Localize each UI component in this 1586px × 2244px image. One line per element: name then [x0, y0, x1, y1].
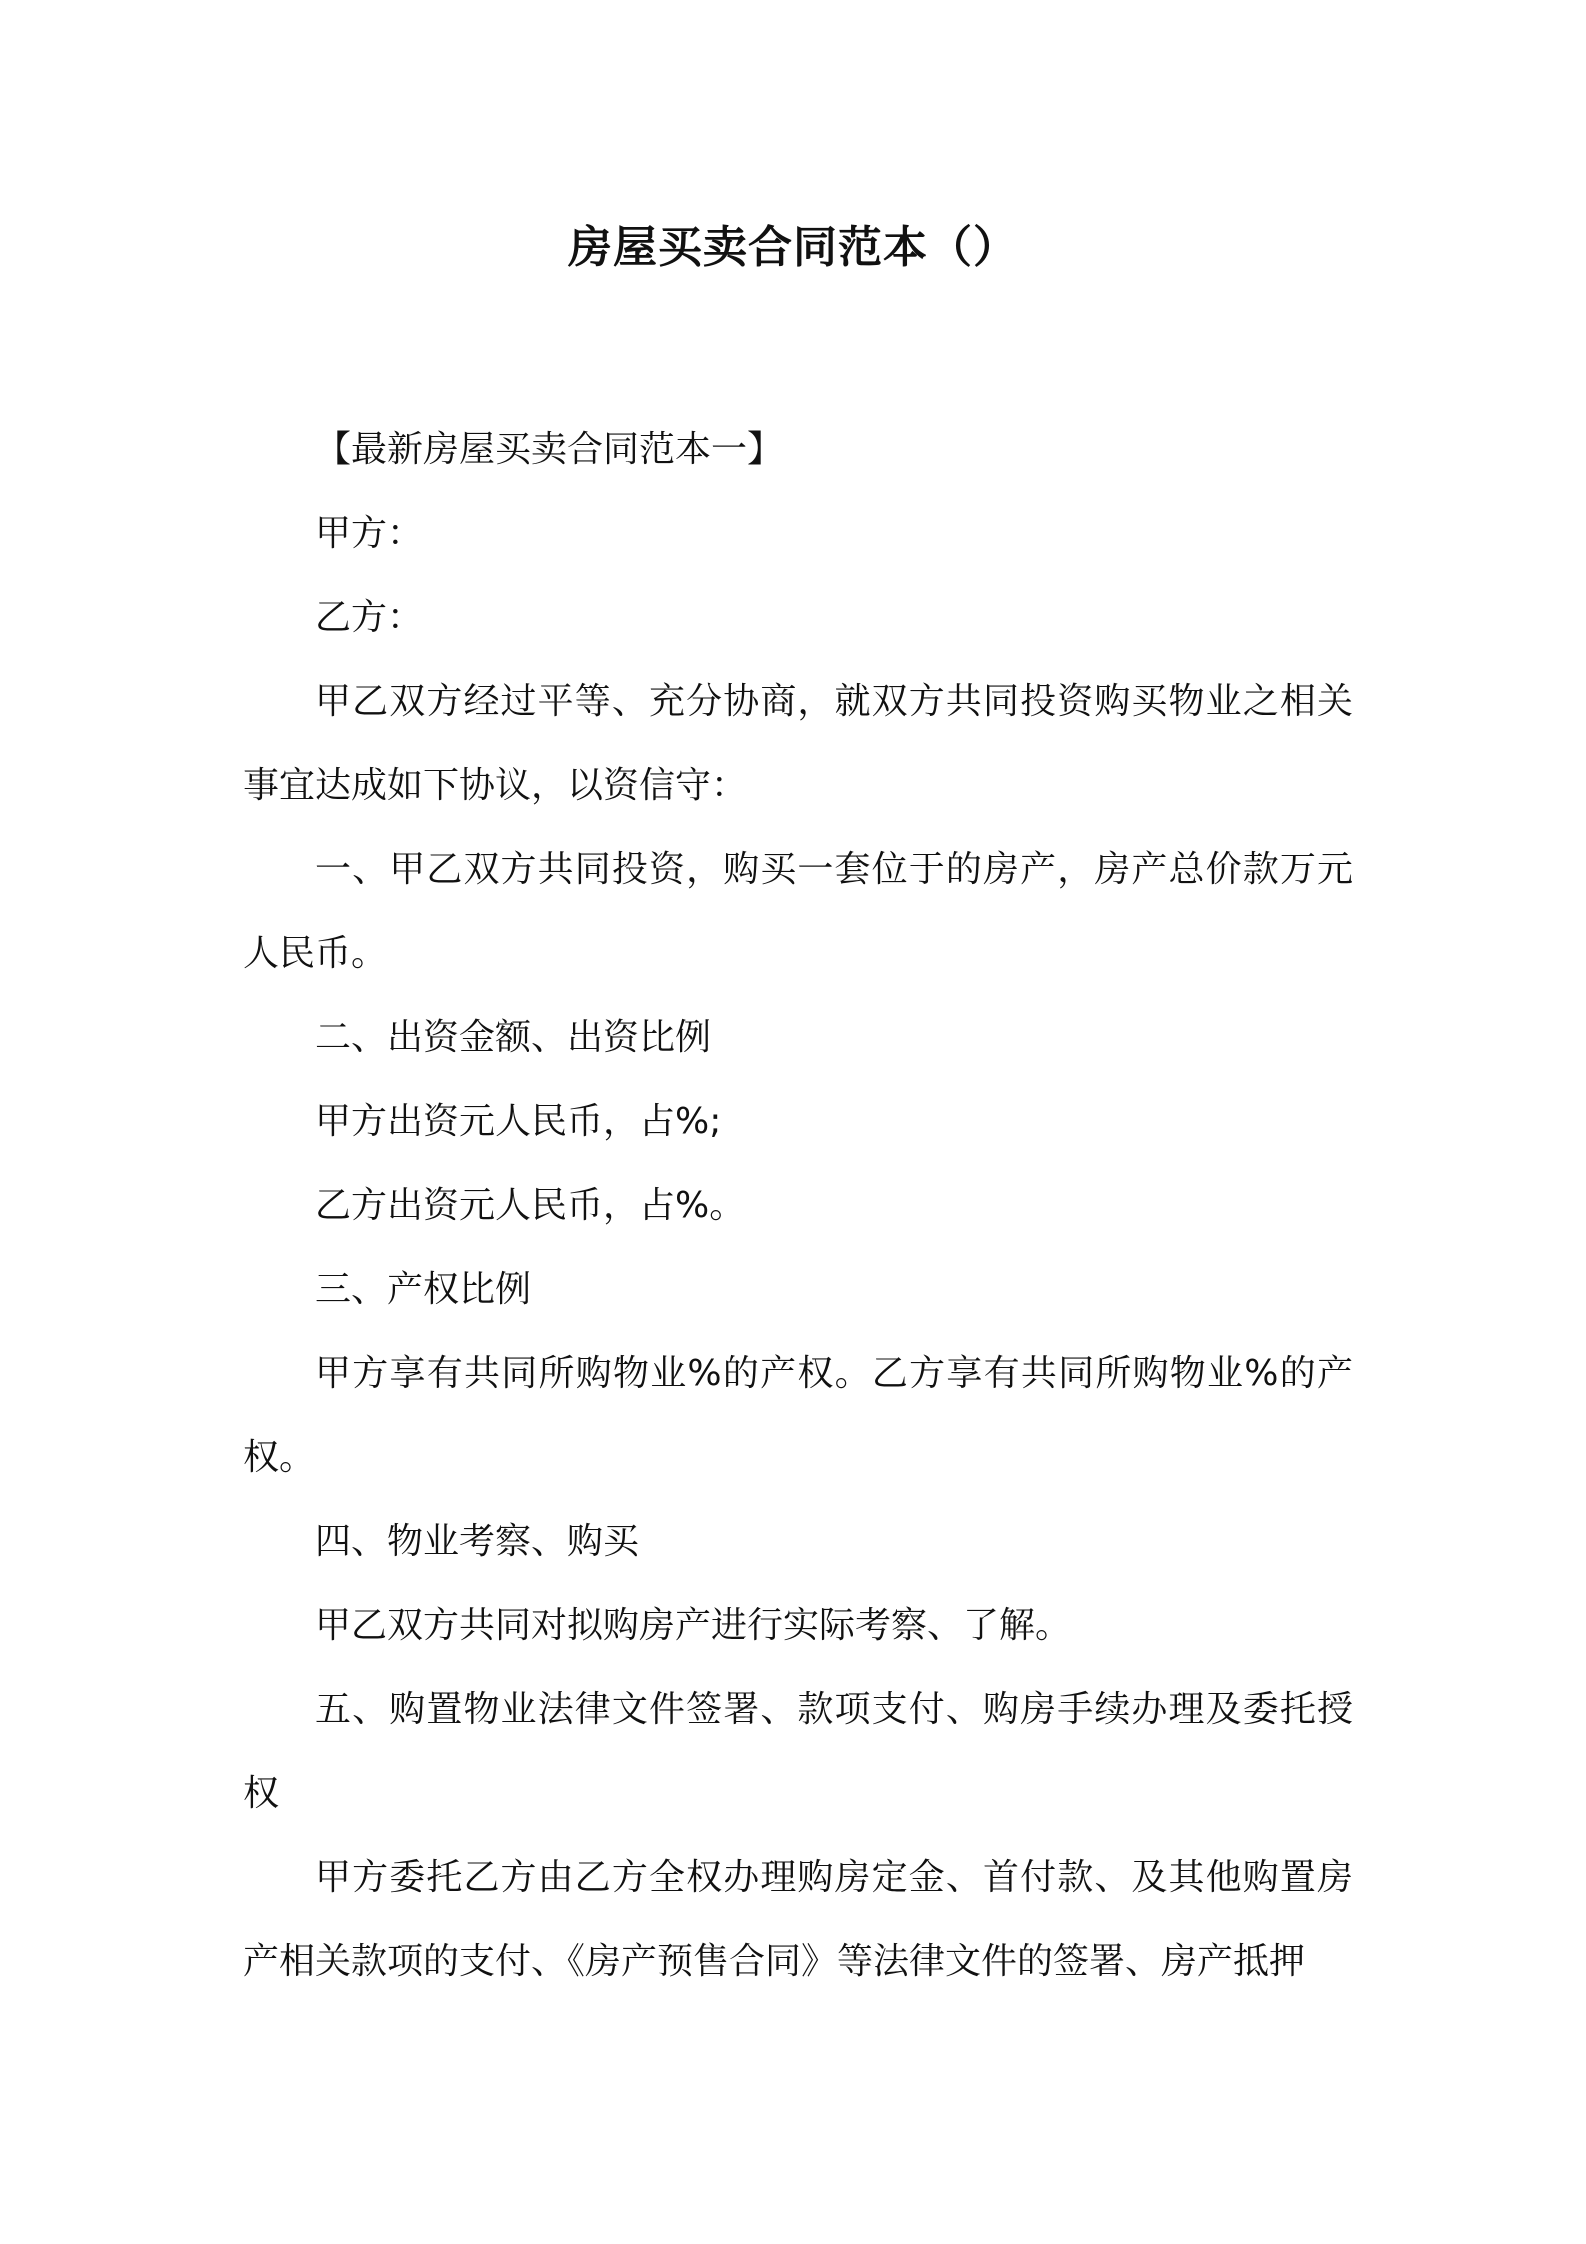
ownership-ratio-paragraph: 甲方享有共同所购物业%的产权。乙方享有共同所购物业%的产权。	[243, 1353, 1353, 1478]
document-body	[243, 408, 1353, 2004]
party-a-line: 甲方：	[315, 513, 424, 554]
party-b-contribution: 乙方出资元人民币，占%。	[315, 1185, 746, 1226]
clause-1-paragraph: 一、甲乙双方共同投资，购买一套位于的房产，房产总价款万元人民币。	[243, 849, 1353, 974]
clause-2-heading: 二、出资金额、出资比例	[315, 1017, 712, 1058]
party-a-contribution: 甲方出资元人民币，占%;	[315, 1101, 722, 1142]
section-heading: 【最新房屋买卖合同范本一】	[315, 429, 784, 470]
document-title: 房屋买卖合同范本（）	[568, 222, 1018, 273]
clause-5-heading: 五、购置物业法律文件签署、款项支付、购房手续办理及委托授权	[243, 1689, 1353, 1814]
clause-4-heading: 四、物业考察、购买	[315, 1521, 640, 1562]
preamble-paragraph: 甲乙双方经过平等、充分协商，就双方共同投资购买物业之相关事宜达成如下协议，以资信守：	[243, 681, 1353, 806]
authorization-paragraph: 甲方委托乙方由乙方全权办理购房定金、首付款、及其他购置房产相关款项的支付、《房产预售合同》等法律文件的签署、房产抵押	[243, 1857, 1353, 1982]
inspection-paragraph: 甲乙双方共同对拟购房产进行实际考察、了解。	[315, 1605, 1072, 1646]
party-b-line: 乙方：	[315, 597, 424, 638]
clause-3-heading: 三、产权比例	[315, 1269, 532, 1310]
